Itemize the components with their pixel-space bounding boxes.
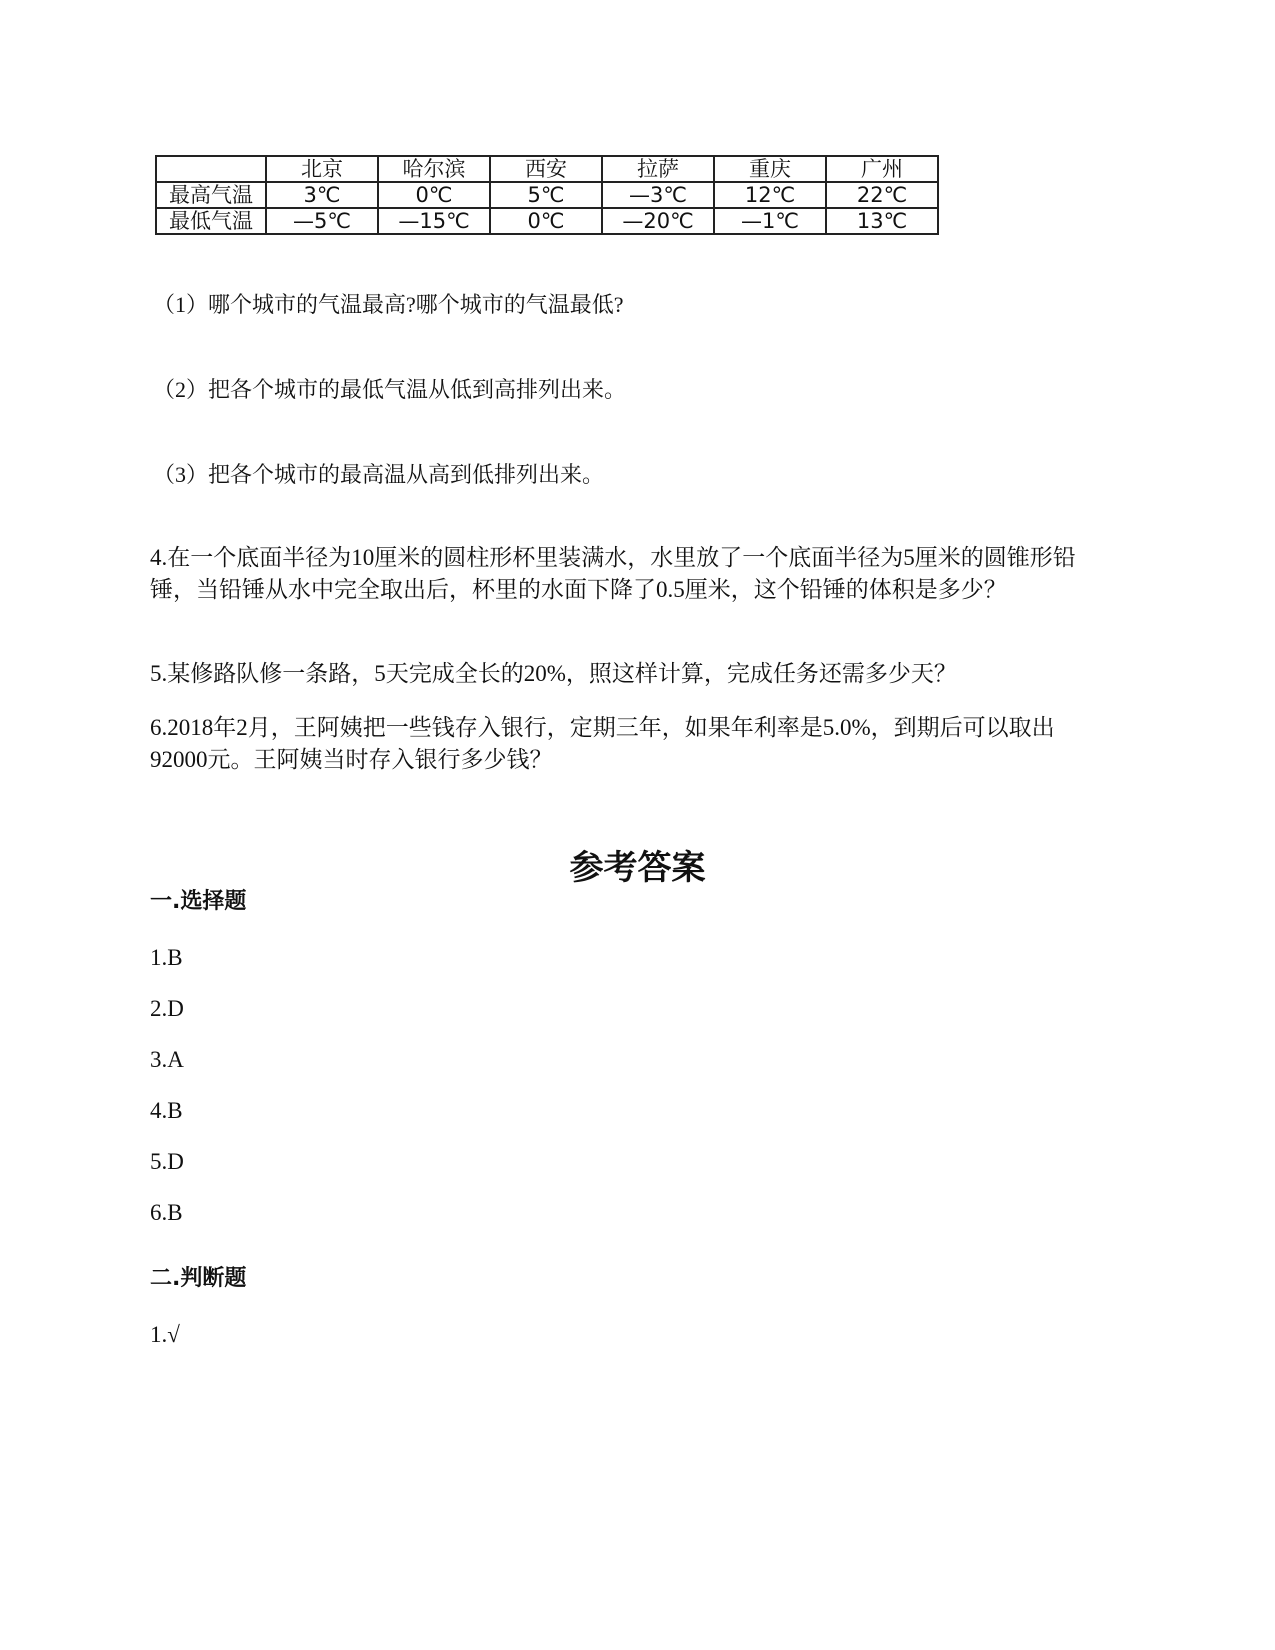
sub-question-2: （2）把各个城市的最低气温从低到高排列出来。 bbox=[153, 377, 627, 402]
table-cell: 5℃ bbox=[490, 182, 602, 208]
table-cell: —3℃ bbox=[602, 182, 714, 208]
table-cell: 0℃ bbox=[378, 182, 490, 208]
table-header-cell: 哈尔滨 bbox=[378, 156, 490, 182]
table-cell: —5℃ bbox=[266, 208, 378, 234]
question-5: 5.某修路队修一条路，5天完成全长的20%，照这样计算，完成任务还需多少天？ bbox=[150, 661, 957, 686]
table-cell bbox=[156, 156, 266, 182]
answer-item: 2.D bbox=[150, 996, 184, 1021]
table-cell: —15℃ bbox=[378, 208, 490, 234]
table-cell: 13℃ bbox=[826, 208, 938, 234]
answers-title: 参考答案 bbox=[569, 848, 706, 888]
table-header-cell: 拉萨 bbox=[602, 156, 714, 182]
answer-item: 5.D bbox=[150, 1149, 184, 1174]
table-row bbox=[156, 182, 938, 208]
question-6: 6.2018年2月，王阿姨把一些钱存入银行，定期三年，如果年利率是5.0%，到期后可以取出92000元。王阿姨当时存入银行多少钱？ bbox=[150, 715, 1055, 772]
row-label: 最低气温 bbox=[156, 208, 266, 234]
sub-question-3: （3）把各个城市的最高温从高到低排列出来。 bbox=[153, 462, 605, 487]
table-cell: 22℃ bbox=[826, 182, 938, 208]
sub-question-1: （1）哪个城市的气温最高?哪个城市的气温最低? bbox=[153, 292, 624, 317]
answer-item: 1.√ bbox=[150, 1322, 180, 1347]
table-cell: 0℃ bbox=[490, 208, 602, 234]
answer-item: 1.B bbox=[150, 945, 183, 970]
table-header-cell: 西安 bbox=[490, 156, 602, 182]
table-cell: —20℃ bbox=[602, 208, 714, 234]
table-cell: 12℃ bbox=[714, 182, 826, 208]
section-title-choice: 一.选择题 bbox=[150, 889, 247, 914]
table-header-cell: 北京 bbox=[266, 156, 378, 182]
row-label: 最高气温 bbox=[156, 182, 266, 208]
question-4: 4.在一个底面半径为10厘米的圆柱形杯里装满水，水里放了一个底面半径为5厘米的圆锥形铅锤，当铅锤从水中完全取出后，杯里的水面下降了0.5厘米，这个铅锤的体积是多少？ bbox=[150, 545, 1076, 602]
table-row bbox=[156, 208, 938, 234]
table-header-cell: 重庆 bbox=[714, 156, 826, 182]
temperature-table bbox=[155, 155, 939, 235]
table-header-row bbox=[156, 156, 938, 182]
table-cell: 3℃ bbox=[266, 182, 378, 208]
answer-item: 4.B bbox=[150, 1098, 183, 1123]
section-title-judgement: 二.判断题 bbox=[150, 1266, 247, 1291]
answer-item: 6.B bbox=[150, 1200, 183, 1225]
table-header-cell: 广州 bbox=[826, 156, 938, 182]
table-cell: —1℃ bbox=[714, 208, 826, 234]
answer-item: 3.A bbox=[150, 1047, 184, 1072]
